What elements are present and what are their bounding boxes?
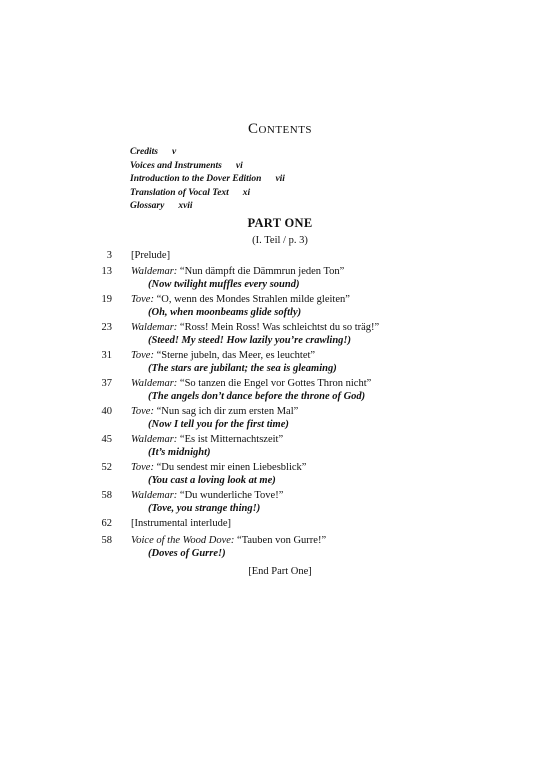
entry-page-number: 45	[101, 434, 112, 445]
entry-page-number: 37	[101, 378, 112, 389]
front-matter-list	[130, 146, 285, 214]
front-matter-item[interactable]	[130, 200, 285, 214]
entry-page-number: 23	[101, 322, 112, 333]
front-matter-page: v	[171, 147, 177, 157]
front-matter-item[interactable]	[130, 173, 285, 187]
entry-text: “Du wunderliche Tove!”	[177, 490, 284, 501]
entry-speaker: Waldemar:	[131, 378, 178, 389]
front-matter-page: vii	[275, 174, 285, 184]
entry-text: [Instrumental interlude]	[131, 518, 232, 529]
entry-speaker: Tove:	[131, 406, 154, 417]
entry-speaker: Waldemar:	[131, 434, 178, 445]
entry-translation: (The angels don’t dance before the throne of God)	[148, 391, 366, 402]
entry-page-number: 31	[101, 350, 112, 361]
contents-title: Contents	[247, 121, 313, 137]
entry-page-number: 40	[101, 406, 112, 417]
front-matter-item[interactable]	[130, 146, 285, 160]
entry-speaker: Tove:	[131, 294, 154, 305]
entry-speaker: Waldemar:	[131, 266, 178, 277]
entry-speaker: Waldemar:	[131, 322, 178, 333]
front-matter-title: Credits	[130, 147, 158, 157]
entry-translation: (Now I tell you for the first time)	[148, 419, 289, 430]
entry-translation: (Now twilight muffles every sound)	[148, 279, 300, 290]
entry-translation: (Tove, you strange thing!)	[148, 503, 261, 514]
part-title: PART ONE	[247, 216, 313, 230]
entry-page-number: 58	[101, 535, 112, 546]
entry-translation: (Steed! My steed! How lazily you’re crawling!)	[148, 335, 351, 346]
entry-translation: (Doves of Gurre!)	[148, 548, 226, 559]
front-matter-item[interactable]	[130, 160, 285, 174]
entry-speaker: Voice of the Wood Dove:	[131, 535, 235, 546]
entry-text: [Prelude]	[131, 250, 171, 261]
entry-page-number: 13	[101, 266, 112, 277]
end-part-label: [End Part One]	[248, 566, 312, 577]
entry-text: “Tauben von Gurre!”	[234, 535, 327, 546]
part-subtitle: (I. Teil / p. 3)	[252, 235, 308, 246]
front-matter-title: Voices and Instruments	[130, 160, 222, 171]
front-matter-item[interactable]	[130, 187, 285, 201]
entry-speaker: Tove:	[131, 462, 154, 473]
front-matter-title: Introduction to the Dover Edition	[130, 174, 262, 184]
entry-text: “Sterne jubeln, das Meer, es leuchtet”	[153, 350, 316, 361]
entry-page-number: 3	[106, 250, 112, 261]
entry-speaker: Waldemar:	[131, 490, 178, 501]
front-matter-page: xvii	[178, 201, 193, 211]
entry-translation: (You cast a loving look at me)	[148, 475, 276, 486]
entry-speaker: Tove:	[131, 350, 154, 361]
front-matter-title: Glossary	[130, 201, 165, 211]
entry-page-number: 52	[101, 462, 112, 473]
front-matter-page: xi	[242, 187, 251, 198]
entry-text: “Ross! Mein Ross! Was schleichtst du so träg!”	[177, 322, 380, 333]
entry-text: “Nun dämpft die Dämmrun jeden Ton”	[177, 266, 345, 277]
entry-text: “Es ist Mitternachtszeit”	[177, 434, 284, 445]
entry-page-number: 62	[101, 518, 112, 529]
entry-text: “So tanzen die Engel vor Gottes Thron nicht”	[177, 378, 372, 389]
entry-page-number: 58	[101, 490, 112, 501]
entry-translation: (Oh, when moonbeams glide softly)	[148, 307, 302, 318]
entry-page-number: 19	[101, 294, 112, 305]
entry-text: “Du sendest mir einen Liebesblick”	[153, 462, 307, 473]
entry-translation: (The stars are jubilant; the sea is gleaming)	[148, 363, 337, 374]
front-matter-title: Translation of Vocal Text	[130, 187, 229, 198]
entry-text: “O, wenn des Mondes Strahlen milde gleiten”	[153, 294, 350, 305]
front-matter-page: vi	[235, 160, 243, 171]
entry-translation: (It’s midnight)	[148, 447, 211, 458]
entry-text: “Nun sag ich dir zum ersten Mal”	[153, 406, 299, 417]
